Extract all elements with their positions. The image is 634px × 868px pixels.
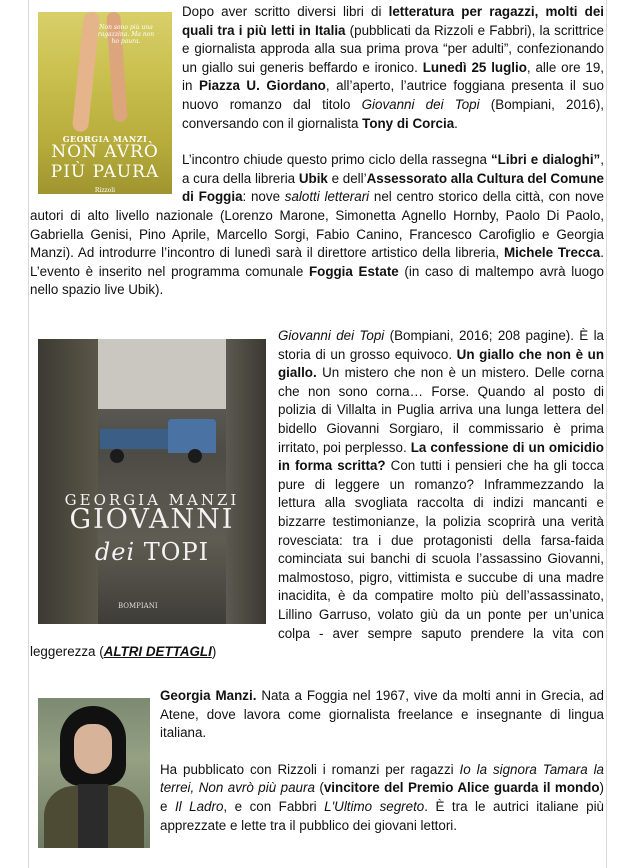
page-border-right (606, 0, 607, 868)
cover-publisher: Rizzoli (94, 187, 116, 194)
cover-illustration (226, 339, 266, 624)
cover-illustration (38, 339, 98, 624)
event-paragraph: Dopo aver scritto diversi libri di letteratura per ragazzi, molti dei quali tra i più letti in Italia (pubblicati da Rizzoli e Fabbri), la scrittrice e giornalista approda alla sua prima prova “per adulti”, confezionando un giallo sui generis beffardo e ironico. Lunedì 25 luglio, alle ore 19, in Piazza U. Giordano, all’aperto, l’autrice foggiana presenta il suo nuovo romanzo dal titolo Giovanni dei Topi (Bompiani, 2016), conversando con il giornalista Tony di Corcia. (182, 4, 605, 131)
author-section (30, 687, 604, 852)
cover-title-line2: dei TOPI (94, 538, 210, 566)
cover-tagline: Non sono più una ragazzina. Ma non ho paura. (97, 24, 155, 45)
more-details-link[interactable]: ALTRI DETTAGLI (103, 644, 212, 660)
cover-truck-illustration (100, 419, 220, 471)
book-cover-giovanni-dei-topi (38, 339, 266, 624)
event-section (30, 3, 604, 300)
series-paragraph: L’incontro chiude questo primo ciclo della rassegna “Libri e dialoghi”, a cura della libreria Ubik e dell’Assessorato alla Cultura del Comune di Foggia: nove salotti letterari nel centro storico della città, con nove autori di alto livello nazionale (Lorenzo Marone, Simonetta Agnello Hornby, Paolo Di Paolo, Gabriella Genisi, Pino Aprile, Marcello Sorgi, Fabio Canino, Francesco Carofiglio e Georgia Manzi). Ad introdurre l’incontro di lunedì sarà il direttore artistico della libreria, Michele Trecca. L’evento è inserito nel programma comunale Foggia Estate (in caso di maltempo avrà luogo nello spazio live Ubik). (30, 152, 605, 298)
cover-publisher: BOMPIANI (118, 602, 158, 610)
cover-author: GEORGIA MANZI (62, 134, 148, 144)
book-cover-non-avro-piu-paura (38, 12, 172, 194)
cover-title: NON AVRÒ PIÙ PAURA (50, 142, 160, 182)
author-books-paragraph: Ha pubblicato con Rizzoli i romanzi per ragazzi Io la signora Tamara la terrei, Non avrò più paura (vincitore del Premio Alice guarda il mondo) e Il Ladro, e con Fabbri L'Ultimo segreto. È tra le autrici italiane più apprezzate e lette tra il pubblico dei giovani lettori. (160, 761, 604, 833)
cover-author: GEORGIA MANZI (64, 491, 240, 509)
author-photo (38, 698, 150, 848)
cover-illustration (98, 339, 226, 409)
page-border-left (28, 0, 29, 868)
cover-title: GIOVANNI (69, 504, 235, 535)
book-summary-paragraph: Giovanni dei Topi (Bompiani, 2016; 208 pagine). È la storia di un grosso equivoco. Un giallo che non è un giallo. Un mistero che non è un mistero. Delle corna che non sono corna… Forse. Quando al posto di polizia di Villalta in Puglia arriva una lunga lettera del bidello Giovanni Sorgiaro, il commissario è prima irritato, poi perplesso. La confessione di un omicidio in forma scritta? Con tutti i pensieri che ha gli tocca pure di leggere un romanzo? Inframmezzando la lettura alla svogliata raccolta di indizi mancanti e bizzarre testimonianze, la polizia scoprirà una verità rovesciata: tra i due protagonisti della farsa-faida cominciata sui banchi di scuola l’assassino Giovanni, malmostoso, pigro, vittimista e succube di una madre inacidita, è da compatire molto più dell’assassinato, Lillino Garruso, volato giù da un ponte per un’unica colpa - aver sempre saputo prendere la vita con leggerezza (ALTRI DETTAGLI) (30, 328, 605, 660)
author-bio-paragraph: Georgia Manzi. Nata a Foggia nel 1967, vive da molti anni in Grecia, ad Atene, dove lavora come giornalista freelance e insegnante di lingua italiana. (160, 688, 604, 741)
book-section (30, 327, 604, 662)
